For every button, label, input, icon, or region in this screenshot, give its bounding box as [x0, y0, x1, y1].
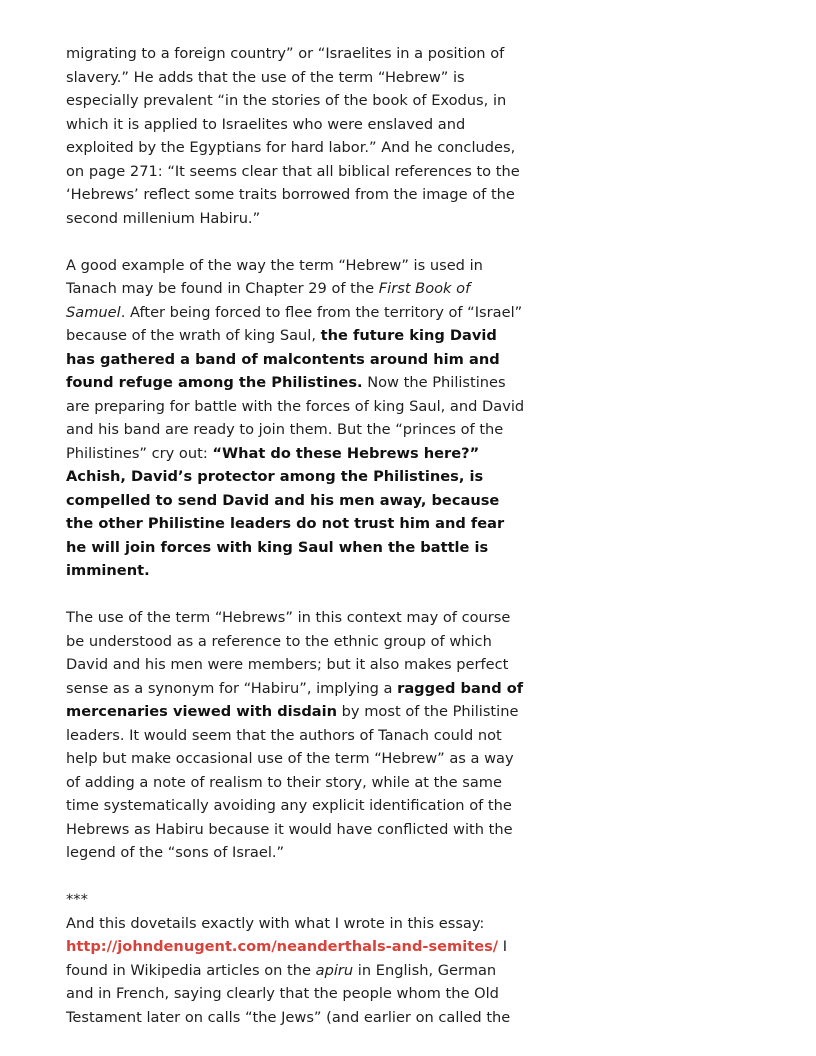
book-title-italic: First Book of Samuel [66, 280, 471, 321]
separator: *** [66, 891, 88, 908]
document-body [66, 42, 526, 1029]
paragraph-4-text-1: And this dovetails exactly with what I wrote in this essay: [66, 914, 485, 932]
paragraph-1 [66, 42, 526, 230]
paragraph-2-text-1: A good example of the way the term “Hebrew” is used in Tanach may be found in Chapter 29 of the [66, 256, 483, 297]
paragraph-2 [66, 254, 526, 583]
paragraph-4-text-3: in English, German and in French, saying clearly that the people whom the Old Testament later on calls “the Jews” (and earlier on called the [66, 961, 511, 1026]
paragraph-3-bold-1: ragged band of mercenaries viewed with disdain [66, 679, 524, 720]
paragraph-2-bold-2: “What do these Hebrews here?” Achish, David’s protector among the Philistines, is compelled to send David and his men away, because the other Philistine leaders do not trust him and fear he will join forces with king Saul when the battle is imminent. [66, 444, 505, 579]
paragraph-2-text-2: . After being forced to flee from the territory of “Israel” because of the wrath of king Saul, [66, 303, 523, 344]
paragraph-4 [66, 912, 526, 1030]
paragraph-3-text-1: The use of the term “Hebrews” in this context may of course be understood as a reference to the ethnic group of which David and his men were members; but it also makes perfect sense as a synonym for “Habiru”, implying a [66, 609, 511, 697]
paragraph-3 [66, 606, 526, 865]
paragraph-4-text-2: I found in Wikipedia articles on the [66, 938, 508, 979]
paragraph-1-text: migrating to a foreign country” or “Israelites in a position of slavery.” He adds that the use of the term “Hebrew” is especially prevalent “in the stories of the book of Exodus, in which it is applied to Israelites who were enslaved and exploited by the Egyptians for hard labor.” And he concludes, on page 271: “It seems clear that all biblical references to the ‘Hebrews’ reflect some traits borrowed from the image of the second millenium Habiru.” [66, 45, 520, 227]
apiru-italic: apiru [315, 961, 354, 979]
paragraph-2-text-3: Now the Philistines are preparing for battle with the forces of king Saul, and David and his band are ready to join them. But the “princes of the Philistines” cry out: [66, 374, 525, 462]
paragraph-2-bold-1: the future king David has gathered a band of malcontents around him and found refuge among the Philistines. [66, 327, 500, 391]
essay-link[interactable]: http://johndenugent.com/neanderthals-and-semites/ [66, 938, 499, 955]
paragraph-3-text-2: by most of the Philistine leaders. It would seem that the authors of Tanach could not help but make occasional use of the term “Hebrew” as a way of adding a note of realism to their story, while at the same time systematically avoiding any explicit identification of the Hebrews as Habiru because it would have conflicted with the legend of the “sons of Israel.” [66, 703, 519, 861]
